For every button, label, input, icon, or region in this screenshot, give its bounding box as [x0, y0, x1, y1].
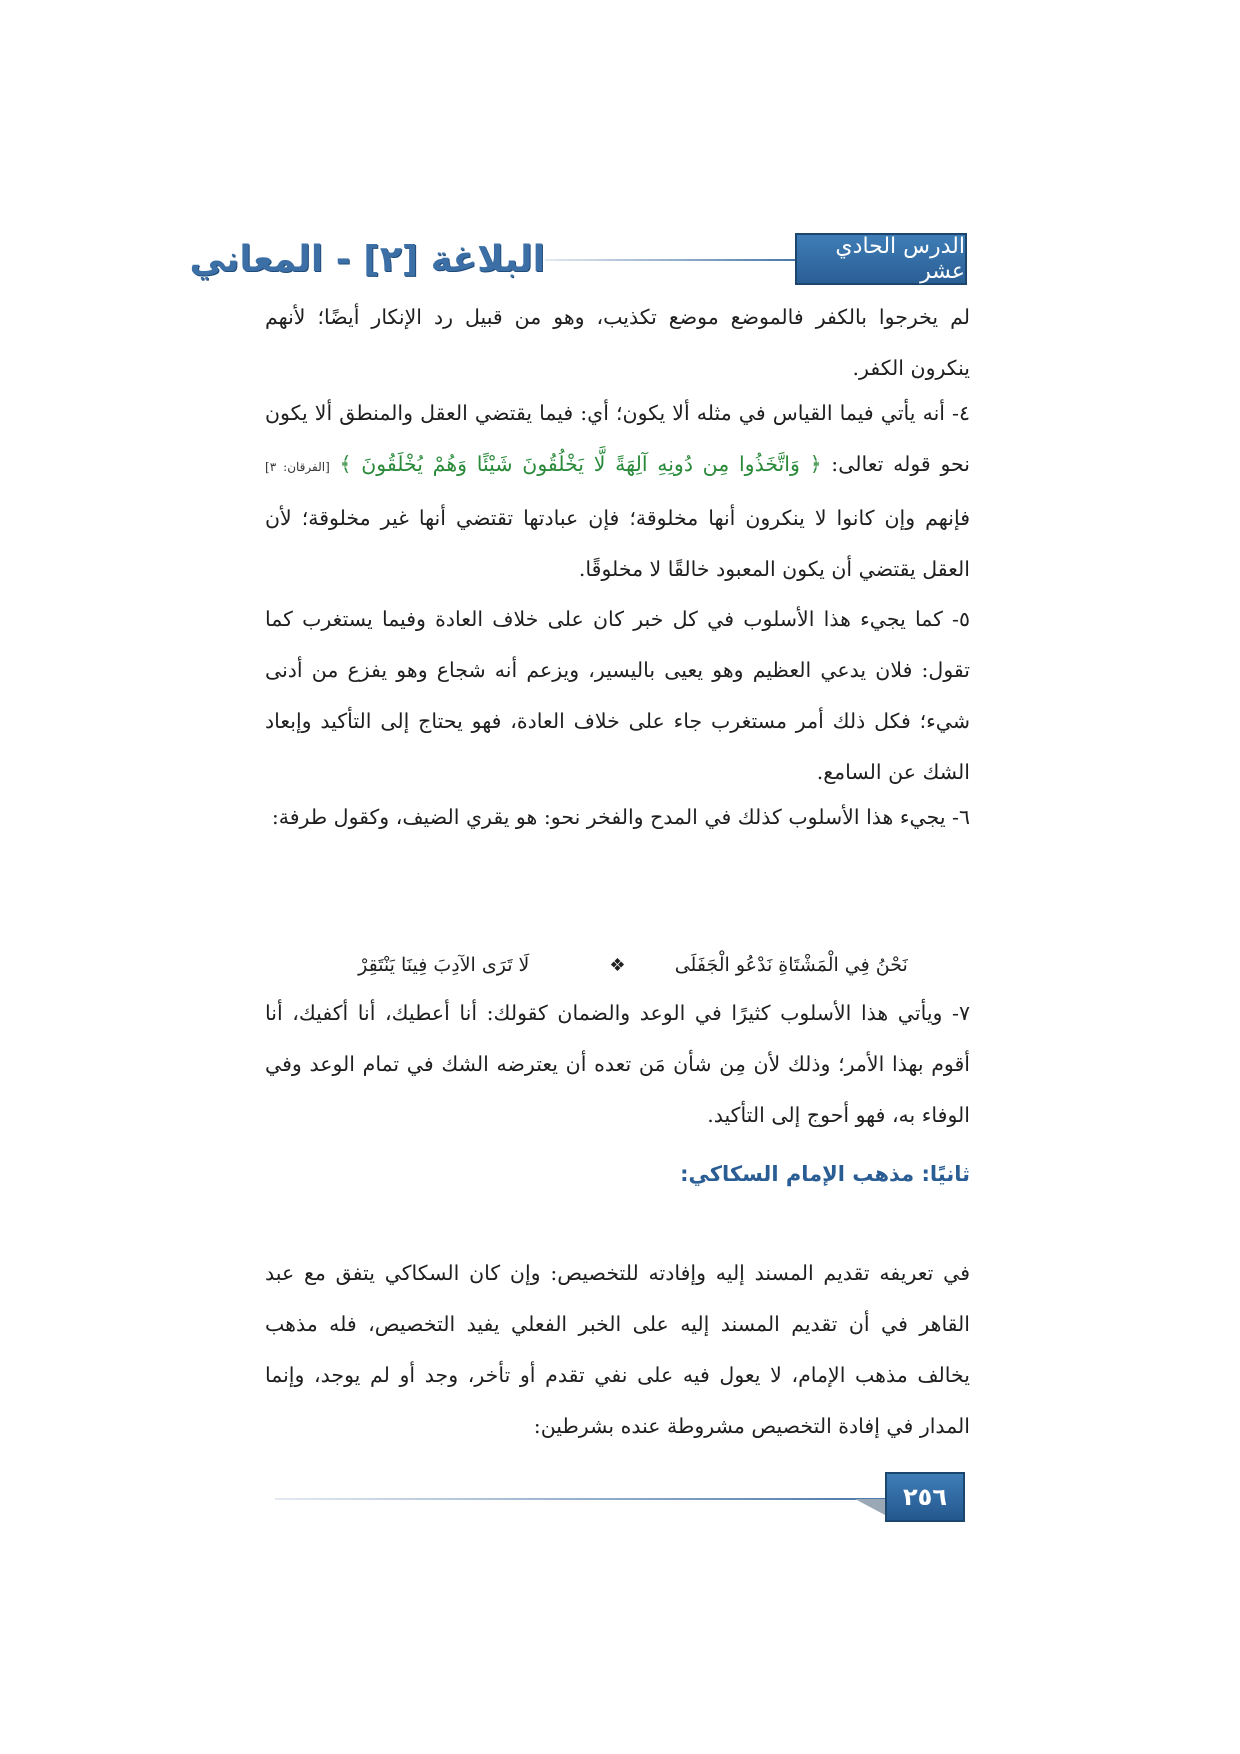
quran-verse: ﴿ وَاتَّخَذُوا مِن دُونِهِ آلِهَةً لَّا يَخْلُقُونَ شَيْئًا وَهُمْ يُخْلَقُونَ ﴾ — [339, 452, 822, 476]
paragraph-6 — [265, 1248, 970, 1452]
header-rule — [545, 259, 795, 261]
section-heading: ثانيًا: مذهب الإمام السكاكي: — [680, 1162, 970, 1186]
paragraph-5-text: ٧- ويأتي هذا الأسلوب كثيرًا في الوعد والضمان كقولك: أنا أعطيك، أنا أكفيك، أنا أقوم بهذا الأمر؛ وذلك لأن مِن شأن مَن تعده أن يعترضه الشك في تمام الوعد وفي الوفاء به، فهو أحوج إلى التأكيد. — [265, 1001, 970, 1127]
paragraph-2 — [265, 388, 970, 595]
lesson-badge — [795, 233, 967, 285]
footer-rule — [275, 1498, 885, 1500]
paragraph-6-text: في تعريفه تقديم المسند إليه وإفادته للتخصيص: وإن كان السكاكي يتفق مع عبد القاهر في أن تقديم المسند إليه على الخبر الفعلي يفيد التخصيص، فله مذهب يخالف مذهب الإمام، لا يعول فيه على نفي تقدم أو تأخر، وجد أو لم يوجد، وإنما المدار في إفادة التخصيص مشروطة عنده بشرطين: — [265, 1261, 970, 1438]
paragraph-1 — [265, 292, 970, 394]
book-title: البلاغة [٢] - المعاني — [189, 239, 545, 280]
paragraph-4-text: ٦- يجيء هذا الأسلوب كذلك في المدح والفخر نحو: هو يقري الضيف، وكقول طرفة: — [271, 805, 970, 829]
footer-tab-shadow — [855, 1499, 885, 1515]
poem-verse — [290, 945, 945, 985]
page-number-text: ٢٥٦ — [903, 1483, 947, 1511]
paragraph-1-text: لم يخرجوا بالكفر فالموضع موضع تكذيب، وهو من قبيل رد الإنكار أيضًا؛ لأنهم ينكرون الكفر. — [265, 305, 970, 380]
paragraph-3-text: ٥- كما يجيء هذا الأسلوب في كل خبر كان على خلاف العادة وفيما يستغرب كما تقول: فلان يدعي العظيم وهو يعيى باليسير، ويزعم أنه شجاع وهو يفزع من أدنى شيء؛ فكل ذلك أمر مستغرب جاء على خلاف العادة، فهو يحتاج إلى التأكيد وإبعاد الشك عن السامع. — [265, 607, 970, 784]
page-number — [885, 1472, 965, 1522]
verse-second-hemistich: لَا تَرَى الآدِبَ فِينَا يَنْتَقِرْ — [358, 954, 530, 976]
paragraph-2-start: ٤- أنه يأتي فيما القياس في مثله ألا يكون؛ أي: فيما يقتضي العقل والمنطق ألا يكون نحو قوله تعالى: — [265, 401, 970, 476]
paragraph-2-end: فإنهم وإن كانوا لا ينكرون أنها مخلوقة؛ فإن عبادتها تقتضي أنها غير مخلوقة؛ لأن العقل يقتضي أن يكون المعبود خالقًا لا مخلوقًا. — [265, 506, 970, 581]
paragraph-4 — [265, 792, 970, 843]
paragraph-5 — [265, 988, 970, 1141]
verse-separator-icon: ❖ — [609, 954, 626, 976]
paragraph-3 — [265, 594, 970, 798]
paragraph-2-body — [265, 388, 970, 595]
verse-first-hemistich: نَحْنُ فِي الْمَشْتَاةِ نَدْعُو الْجَفَلَى — [674, 954, 908, 976]
quran-reference: [الفرقان: ٣] — [265, 460, 330, 474]
lesson-label: الدرس الحادي عشر — [835, 234, 965, 284]
